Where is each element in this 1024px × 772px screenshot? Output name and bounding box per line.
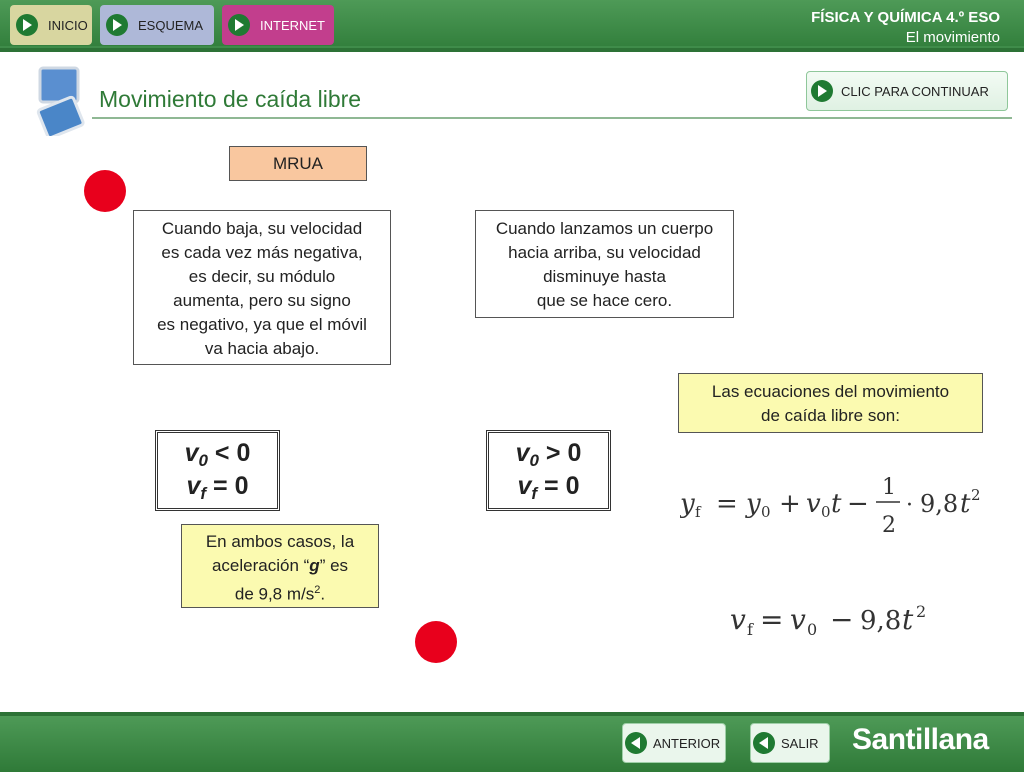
condition-vf: $v_f = 0$ (186, 471, 249, 503)
play-icon (228, 14, 250, 36)
text-fragment: aceleración “ (211, 556, 310, 575)
text-line (182, 554, 378, 578)
svg-text:f: f (747, 620, 753, 639)
position-equation (680, 472, 1000, 542)
screens-icon (36, 66, 88, 136)
gravity-note-box (181, 524, 379, 608)
svg-text:2: 2 (882, 513, 896, 538)
mrua-label: MRUA (229, 146, 367, 181)
svg-text:9,8: 9,8 (920, 490, 959, 518)
text-line: Cuando lanzamos un cuerpo (495, 219, 714, 238)
back-arrow-icon (753, 732, 775, 754)
svg-text:y: y (680, 489, 695, 519)
svg-text:2: 2 (916, 602, 927, 621)
text-line: disminuye hasta (543, 267, 666, 286)
text-line: Cuando baja, su velocidad (161, 219, 363, 238)
play-icon (16, 14, 38, 36)
text-fragment: ” es (319, 556, 349, 575)
nav-esquema-button[interactable] (100, 5, 214, 45)
svg-text:=: = (716, 489, 738, 519)
conditions-ascent (486, 430, 611, 511)
text-line: de caída libre son: (761, 406, 900, 425)
svg-text:−: − (830, 603, 854, 636)
svg-text:v: v (790, 603, 806, 636)
text-line: es negativo, ya que el móvil (157, 315, 367, 334)
equations-intro-box (678, 373, 983, 433)
svg-text:y: y (746, 489, 761, 519)
conditions-descent (155, 430, 280, 511)
nav-internet-label: INTERNET (260, 17, 325, 33)
condition-vf: $v_f = 0$ (517, 471, 580, 503)
svg-text:f: f (695, 503, 701, 521)
nav-internet-button[interactable] (222, 5, 334, 45)
exit-label: SALIR (781, 735, 819, 751)
page-title: Movimiento de caída libre (99, 86, 362, 112)
svg-text:v: v (806, 489, 821, 519)
condition-v0: $v_0 > 0$ (515, 438, 582, 470)
text-box-ascent (475, 210, 734, 318)
exit-button[interactable] (750, 723, 830, 763)
nav-inicio-label: INICIO (48, 17, 88, 33)
text-box-descent (133, 210, 391, 365)
unit-label: El movimiento (905, 29, 1000, 46)
text-line: hacia arriba, su velocidad (508, 243, 701, 262)
subject-header (811, 8, 1000, 48)
svg-text:=: = (760, 603, 784, 636)
text-line: es decir, su módulo (188, 267, 336, 286)
nav-esquema-label: ESQUEMA (138, 17, 204, 33)
text-line: es cada vez más negativa, (161, 243, 363, 262)
svg-text:−: − (847, 489, 869, 519)
velocity-equation (730, 595, 950, 645)
publisher-logo: Santillana (852, 723, 989, 756)
text-line: aumenta, pero su signo (173, 291, 351, 310)
play-icon (106, 14, 128, 36)
previous-label: ANTERIOR (653, 735, 721, 751)
svg-text:2: 2 (971, 486, 981, 504)
ball-bottom (415, 621, 457, 663)
svg-text:0: 0 (761, 503, 771, 521)
svg-text:t: t (831, 489, 842, 519)
text-line: que se hace cero. (536, 291, 673, 310)
svg-text:v: v (730, 603, 746, 636)
text-line: de 9,8 $m/s^2$. (234, 584, 326, 604)
continue-label: CLIC PARA CONTINUAR (841, 83, 989, 99)
text-line: En ambos casos, la (205, 532, 355, 551)
text-line: Las ecuaciones del movimiento (711, 382, 950, 401)
svg-text:+: + (779, 489, 801, 519)
title-divider (92, 117, 1012, 119)
play-icon (811, 80, 833, 102)
text-line: va hacia abajo. (204, 339, 320, 358)
course-label: FÍSICA Y QUÍMICA 4.º ESO (811, 9, 1000, 26)
svg-text:·: · (906, 493, 913, 518)
previous-button[interactable] (622, 723, 726, 763)
condition-v0: $v_0 < 0$ (184, 438, 251, 470)
falling-ball-top (84, 170, 126, 212)
svg-text:1: 1 (882, 475, 896, 500)
svg-text:t: t (960, 489, 971, 519)
svg-text:0: 0 (807, 620, 818, 639)
svg-text:9,8: 9,8 (860, 606, 902, 636)
svg-text:t: t (902, 603, 914, 636)
svg-text:0: 0 (821, 503, 831, 521)
nav-inicio-button[interactable] (10, 5, 92, 45)
gravity-symbol: g (309, 556, 320, 575)
back-arrow-icon (625, 732, 647, 754)
continue-button[interactable] (806, 71, 1008, 111)
